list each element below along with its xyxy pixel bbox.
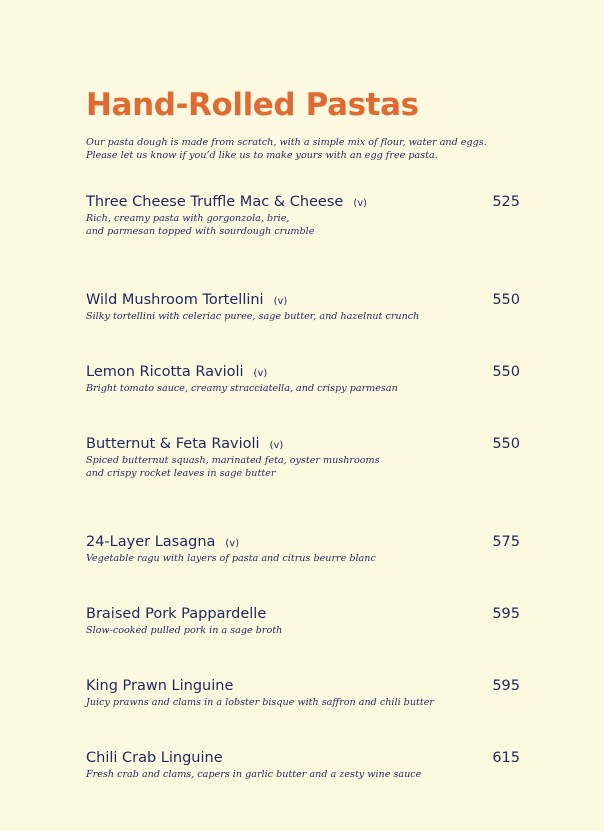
menu-item-header [86,676,522,696]
menu-title: Hand-Rolled Pastas [86,87,419,123]
menu-item-header [86,604,522,624]
vegetarian-badge: (v) [269,440,284,451]
menu-item-header [86,192,522,212]
menu-item-header [86,532,522,552]
menu-item-price: 550 [492,292,520,308]
description-line: Slow-cooked pulled pork in a sage broth [86,625,283,636]
menu-item-name: Three Cheese Truffle Mac & Cheese [86,194,344,210]
menu-item [86,434,522,480]
menu-item-name: 24-Layer Lasagna [86,534,216,550]
menu-intro [86,136,522,162]
vegetarian-badge: (v) [225,538,240,549]
menu-items [86,192,522,781]
menu-item-description [86,212,522,238]
menu-item-description [86,696,522,709]
menu-item-price: 525 [492,194,520,210]
vegetarian-badge: (v) [273,296,288,307]
menu-item [86,676,522,709]
description-line: Spiced butternut squash, marinated feta, oyster mushrooms [86,455,380,466]
description-line: Rich, creamy pasta with gorgonzola, brie, [86,213,290,224]
menu-item-price: 615 [492,750,520,766]
menu-item-price: 550 [492,436,520,452]
menu-item-name: Chili Crab Linguine [86,750,223,766]
menu-item-price: 550 [492,364,520,380]
menu-item-price: 595 [492,678,520,694]
menu-item-header [86,362,522,382]
menu-item-description [86,552,522,565]
description-line: Silky tortellini with celeriac puree, sage butter, and hazelnut crunch [86,311,420,322]
menu-item [86,604,522,637]
vegetarian-badge: (v) [253,368,268,379]
menu-item-name: Braised Pork Pappardelle [86,606,267,622]
menu-item [86,192,522,238]
menu-item-description [86,310,522,323]
menu-item [86,748,522,781]
menu-item-name: Wild Mushroom Tortellini [86,292,264,308]
menu-item [86,290,522,323]
menu-item-header [86,290,522,310]
menu-item-description [86,768,522,781]
menu-item [86,532,522,565]
menu-item-name: Lemon Ricotta Ravioli [86,364,244,380]
menu-item-description [86,624,522,637]
menu-item-name: King Prawn Linguine [86,678,234,694]
intro-line: Please let us know if you’d like us to make yours with an egg free pasta. [86,150,438,161]
description-line: Fresh crab and clams, capers in garlic butter and a zesty wine sauce [86,769,422,780]
menu-item-header [86,434,522,454]
menu-item-description [86,454,522,480]
description-line: Vegetable ragu with layers of pasta and citrus beurre blanc [86,553,376,564]
menu-item-description [86,382,522,395]
menu-item-price: 575 [492,534,520,550]
menu-page [86,84,522,781]
description-line: and parmesan topped with sourdough crumble [86,226,315,237]
menu-item [86,362,522,395]
description-line: Juicy prawns and clams in a lobster bisque with saffron and chili butter [86,697,434,708]
menu-item-name: Butternut & Feta Ravioli [86,436,260,452]
menu-item-header [86,748,522,768]
description-line: Bright tomato sauce, creamy stracciatella, and crispy parmesan [86,383,398,394]
vegetarian-badge: (v) [353,198,368,209]
menu-item-price: 595 [492,606,520,622]
intro-line: Our pasta dough is made from scratch, with a simple mix of flour, water and eggs. [86,137,487,148]
description-line: and crispy rocket leaves in sage butter [86,468,276,479]
